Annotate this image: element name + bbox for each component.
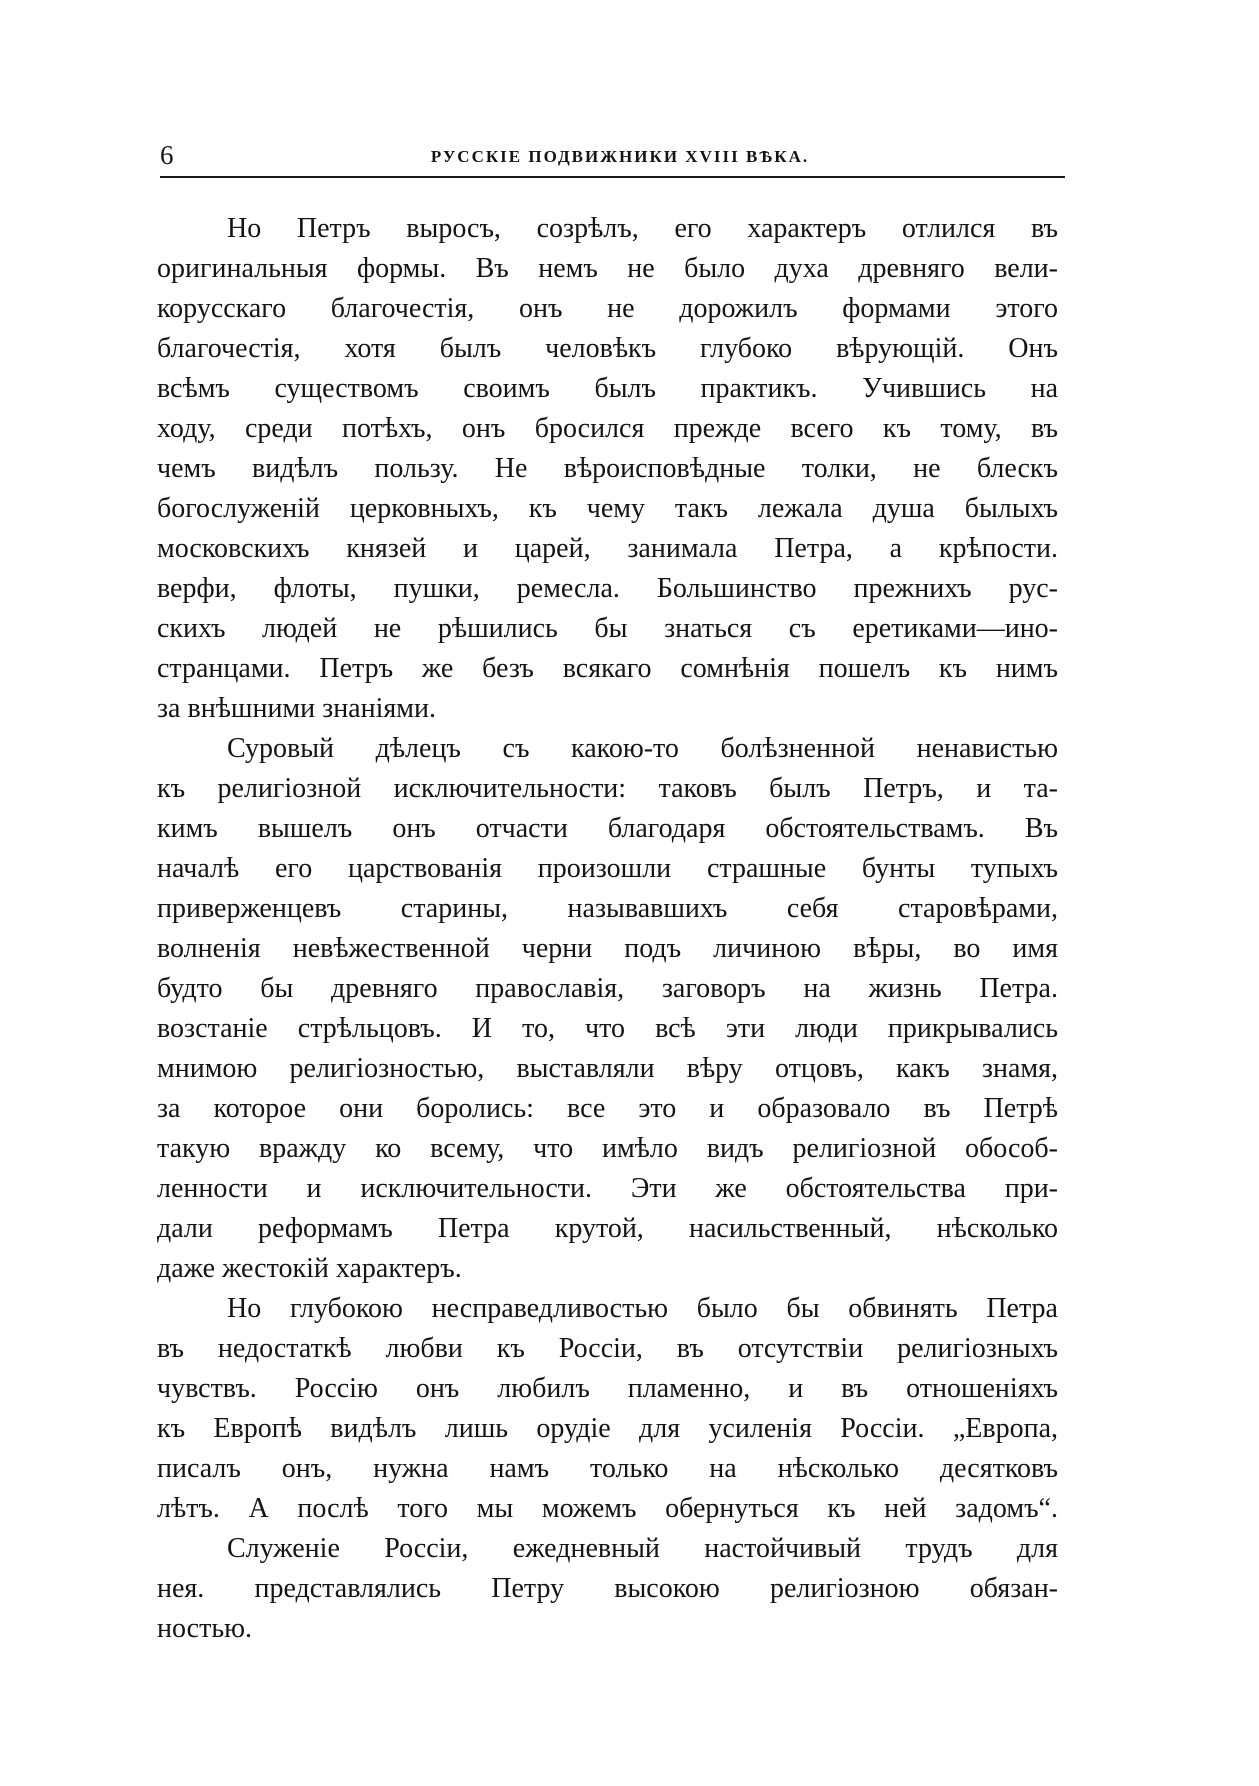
text-line: писалъ онъ, нужна намъ только на нѣсколько десятковъ — [157, 1453, 1058, 1484]
paragraph-2 — [157, 729, 1058, 1289]
text-line: къ Европѣ видѣлъ лишь орудіе для усиленія Россіи. „Европа, — [157, 1413, 1058, 1444]
body-text — [157, 209, 1058, 1649]
text-line: корусскаго благочестія, онъ не дорожилъ формами этого — [157, 293, 1058, 324]
text-line: благочестія, хотя былъ человѣкъ глубоко вѣрующій. Онъ — [157, 333, 1058, 364]
text-line: московскихъ князей и царей, занимала Петра, а крѣпости. — [157, 533, 1058, 564]
running-head — [160, 140, 1065, 178]
text-line: всѣмъ существомъ своимъ былъ практикъ. Учившись на — [157, 373, 1058, 404]
text-line: даже жестокій характеръ. — [157, 1253, 462, 1284]
text-line: ностью. — [157, 1613, 253, 1644]
text-line: Суровый дѣлецъ съ какою-то болѣзненной ненавистью — [227, 733, 1058, 764]
text-line: началѣ его царствованія произошли страшные бунты тупыхъ — [157, 853, 1058, 884]
text-line: дали реформамъ Петра крутой, насильственный, нѣсколько — [157, 1213, 1058, 1244]
text-line: за внѣшними знаніями. — [157, 693, 436, 724]
text-line: нея. представлялись Петру высокою религіозною обязан- — [157, 1573, 1058, 1604]
text-line: чувствъ. Россію онъ любилъ пламенно, и въ отношеніяхъ — [157, 1373, 1058, 1404]
text-line: лѣтъ. А послѣ того мы можемъ обернуться къ ней задомъ“. — [157, 1493, 1058, 1524]
text-line: кимъ вышелъ онъ отчасти благодаря обстоятельствамъ. Въ — [157, 813, 1058, 844]
text-line: волненія невѣжественной черни подъ личиною вѣры, во имя — [157, 933, 1058, 964]
text-line: богослуженій церковныхъ, къ чему такъ лежала душа былыхъ — [157, 493, 1058, 524]
text-line: за которое они боролись: все это и образовало въ Петрѣ — [157, 1093, 1058, 1124]
text-line: такую вражду ко всему, что имѣло видъ религіозной обособ- — [157, 1133, 1058, 1164]
text-line: въ недостаткѣ любви къ Россіи, въ отсутствіи религіозныхъ — [157, 1333, 1058, 1364]
text-line: Но Петръ выросъ, созрѣлъ, его характеръ отлился въ — [227, 213, 1058, 244]
text-line: приверженцевъ старины, называвшихъ себя старовѣрами, — [157, 893, 1058, 924]
text-line: будто бы древняго православія, заговоръ на жизнь Петра. — [157, 973, 1058, 1004]
paragraph-1 — [157, 209, 1058, 729]
text-line: къ религіозной исключительности: таковъ былъ Петръ, и та- — [157, 773, 1058, 804]
text-line: странцами. Петръ же безъ всякаго сомнѣнія пошелъ къ нимъ — [157, 653, 1058, 684]
running-head-title: РУССКІЕ ПОДВИЖНИКИ XVIII ВѢКА. — [430, 147, 810, 166]
paragraph-4 — [157, 1529, 1058, 1649]
text-line: скихъ людей не рѣшились бы знаться съ еретиками—ино- — [157, 613, 1058, 644]
text-line: Служеніе Россіи, ежедневный настойчивый трудъ для — [227, 1533, 1058, 1564]
text-line: мнимою религіозностью, выставляли вѣру отцовъ, какъ знамя, — [157, 1053, 1058, 1084]
text-line: Но глубокою несправедливостью было бы обвинять Петра — [227, 1293, 1058, 1324]
text-line: оригинальныя формы. Въ немъ не было духа древняго вели- — [157, 253, 1058, 284]
text-line: ходу, среди потѣхъ, онъ бросился прежде всего къ тому, въ — [157, 413, 1058, 444]
text-line: возстаніе стрѣльцовъ. И то, что всѣ эти люди прикрывались — [157, 1013, 1058, 1044]
paragraph-3 — [157, 1289, 1058, 1529]
text-line: ленности и исключительности. Эти же обстоятельства при- — [157, 1173, 1058, 1204]
page-number: 6 — [160, 140, 174, 170]
text-line: чемъ видѣлъ пользу. Не вѣроисповѣдные толки, не блескъ — [157, 453, 1058, 484]
text-line: верфи, флоты, пушки, ремесла. Большинство прежнихъ рус- — [157, 573, 1058, 604]
